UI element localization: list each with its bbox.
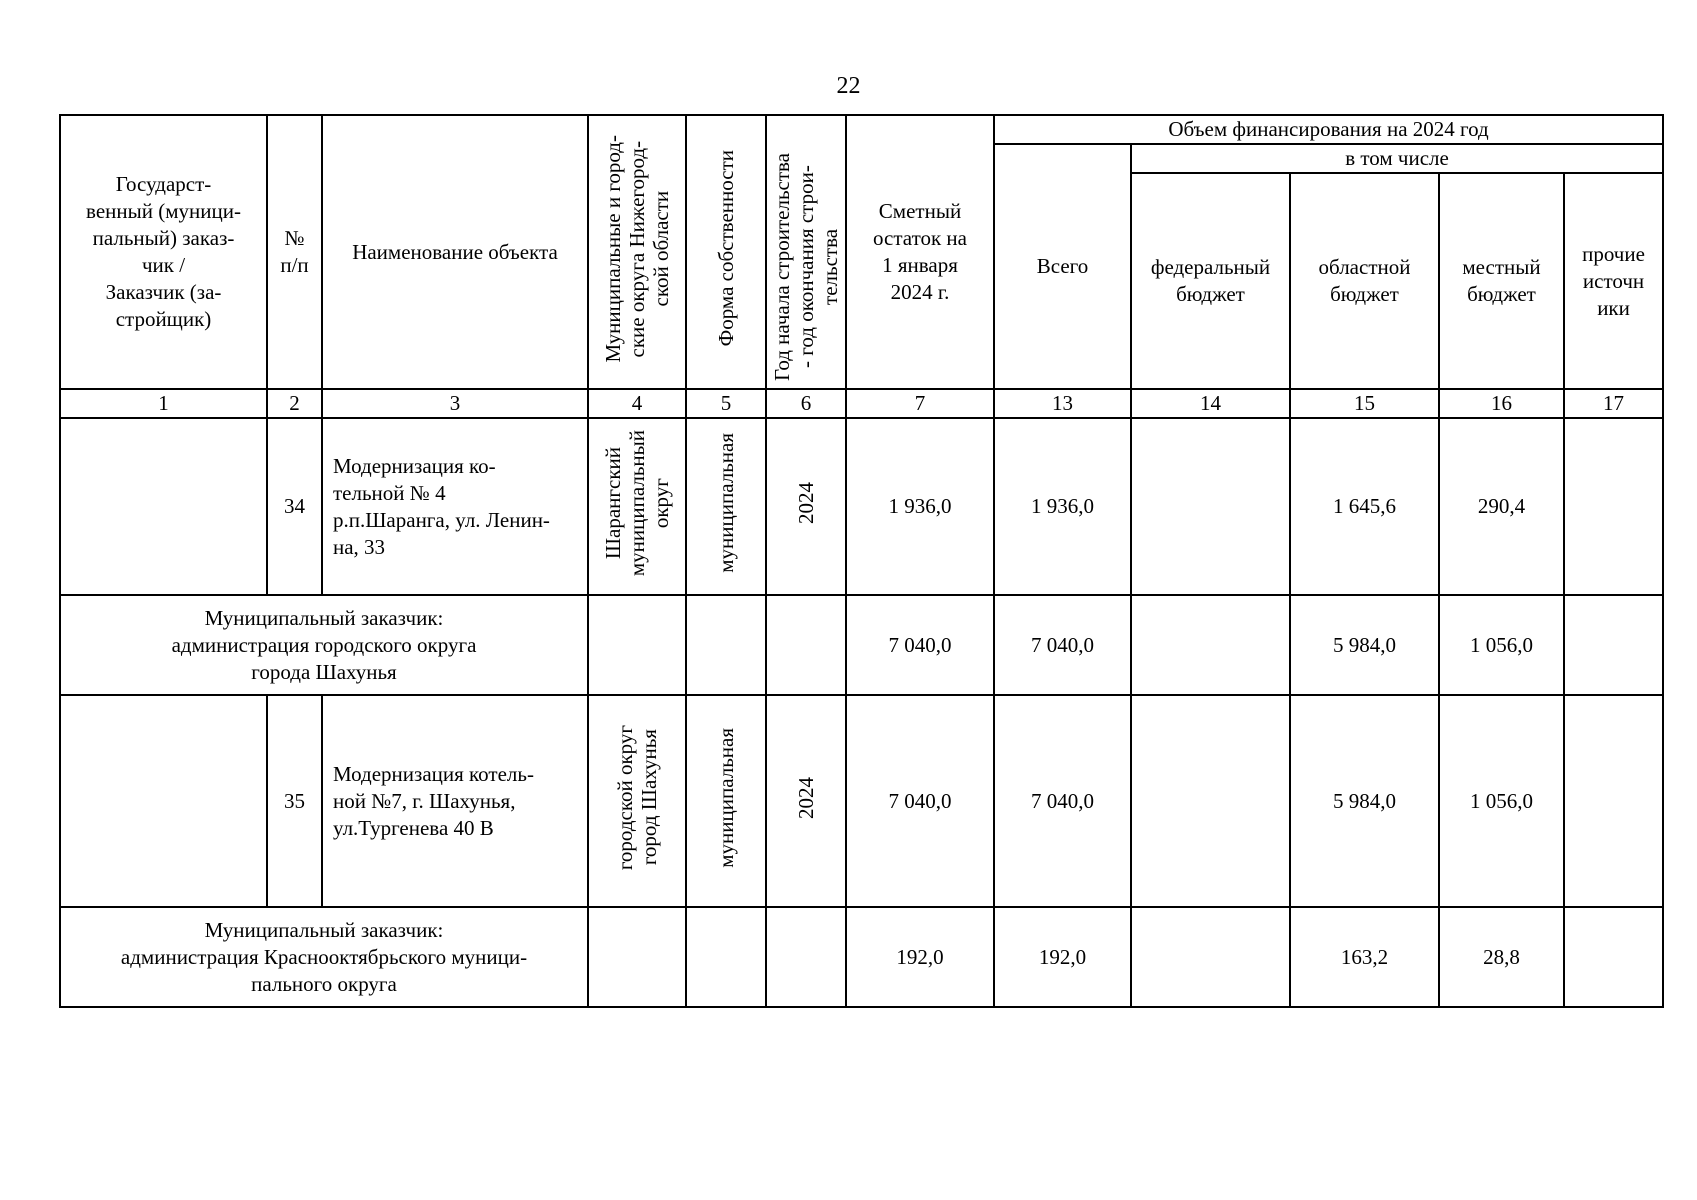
row-federal: [1131, 595, 1290, 695]
table-row: [60, 695, 1663, 907]
header-local: местный бюджет: [1439, 173, 1564, 389]
column-number: 17: [1564, 389, 1663, 418]
row-years: [766, 595, 846, 695]
row-years: 2024: [766, 695, 846, 907]
row-estimate: 7 040,0: [846, 695, 994, 907]
row-total: 1 936,0: [994, 418, 1131, 595]
header-financing: Объем финансирования на 2024 год: [994, 115, 1663, 144]
header-num: № п/п: [267, 115, 322, 389]
header-estimate: Сметный остаток на 1 января 2024 г.: [846, 115, 994, 389]
header-customer: Государст- венный (муници- пальный) заказ- чик / Заказчик (за- стройщик): [60, 115, 267, 389]
row-num: 34: [267, 418, 322, 595]
header-years: Год начала строительства - год окончания строи- тельства: [766, 115, 846, 389]
row-customer-name: Муниципальный заказчик: администрация Краснооктябрьского муници- пального округа: [60, 907, 588, 1007]
row-federal: [1131, 418, 1290, 595]
row-municipal: Шарангский муниципальный округ: [588, 418, 686, 595]
header-federal: федеральный бюджет: [1131, 173, 1290, 389]
header-total: Всего: [994, 144, 1131, 389]
row-customer: [60, 695, 267, 907]
header-regional: областной бюджет: [1290, 173, 1439, 389]
financing-table: [59, 114, 1664, 1008]
row-object-name: Модернизация котель- ной №7, г. Шахунья, ул.Тургенева 40 В: [322, 695, 588, 907]
column-number: 6: [766, 389, 846, 418]
row-estimate: 192,0: [846, 907, 994, 1007]
row-other: [1564, 695, 1663, 907]
column-number: 16: [1439, 389, 1564, 418]
row-regional: 5 984,0: [1290, 595, 1439, 695]
row-local: 1 056,0: [1439, 695, 1564, 907]
page-number: 22: [836, 73, 861, 99]
row-ownership: муниципальная: [686, 418, 766, 595]
header-other: прочие источн ики: [1564, 173, 1663, 389]
column-number: 2: [267, 389, 322, 418]
row-customer-name: Муниципальный заказчик: администрация городского округа города Шахунья: [60, 595, 588, 695]
column-number: 1: [60, 389, 267, 418]
row-regional: 1 645,6: [1290, 418, 1439, 595]
row-federal: [1131, 695, 1290, 907]
row-local: 290,4: [1439, 418, 1564, 595]
row-municipal: городской округ город Шахунья: [588, 695, 686, 907]
row-other: [1564, 907, 1663, 1007]
row-total: 192,0: [994, 907, 1131, 1007]
row-object-name: Модернизация ко- тельной № 4 р.п.Шаранга, ул. Ленин- на, 33: [322, 418, 588, 595]
row-estimate: 7 040,0: [846, 595, 994, 695]
row-municipal: [588, 907, 686, 1007]
header-ownership: Форма собственности: [686, 115, 766, 389]
row-estimate: 1 936,0: [846, 418, 994, 595]
column-number: 14: [1131, 389, 1290, 418]
row-total: 7 040,0: [994, 595, 1131, 695]
row-customer: [60, 418, 267, 595]
row-other: [1564, 418, 1663, 595]
column-number: 13: [994, 389, 1131, 418]
customer-row: [60, 595, 1663, 695]
row-local: 1 056,0: [1439, 595, 1564, 695]
row-years: 2024: [766, 418, 846, 595]
row-other: [1564, 595, 1663, 695]
customer-row: [60, 907, 1663, 1007]
row-ownership: муниципальная: [686, 695, 766, 907]
row-num: 35: [267, 695, 322, 907]
row-years: [766, 907, 846, 1007]
column-number: 7: [846, 389, 994, 418]
row-ownership: [686, 907, 766, 1007]
row-total: 7 040,0: [994, 695, 1131, 907]
header-including: в том числе: [1131, 144, 1663, 173]
column-number: 3: [322, 389, 588, 418]
row-ownership: [686, 595, 766, 695]
column-number: 4: [588, 389, 686, 418]
row-regional: 163,2: [1290, 907, 1439, 1007]
row-municipal: [588, 595, 686, 695]
row-local: 28,8: [1439, 907, 1564, 1007]
row-federal: [1131, 907, 1290, 1007]
header-object-name: Наименование объекта: [322, 115, 588, 389]
table-row: [60, 418, 1663, 595]
header-municipal: Муниципальные и город- ские округа Нижегород- ской области: [588, 115, 686, 389]
column-number: 15: [1290, 389, 1439, 418]
row-regional: 5 984,0: [1290, 695, 1439, 907]
column-number: 5: [686, 389, 766, 418]
